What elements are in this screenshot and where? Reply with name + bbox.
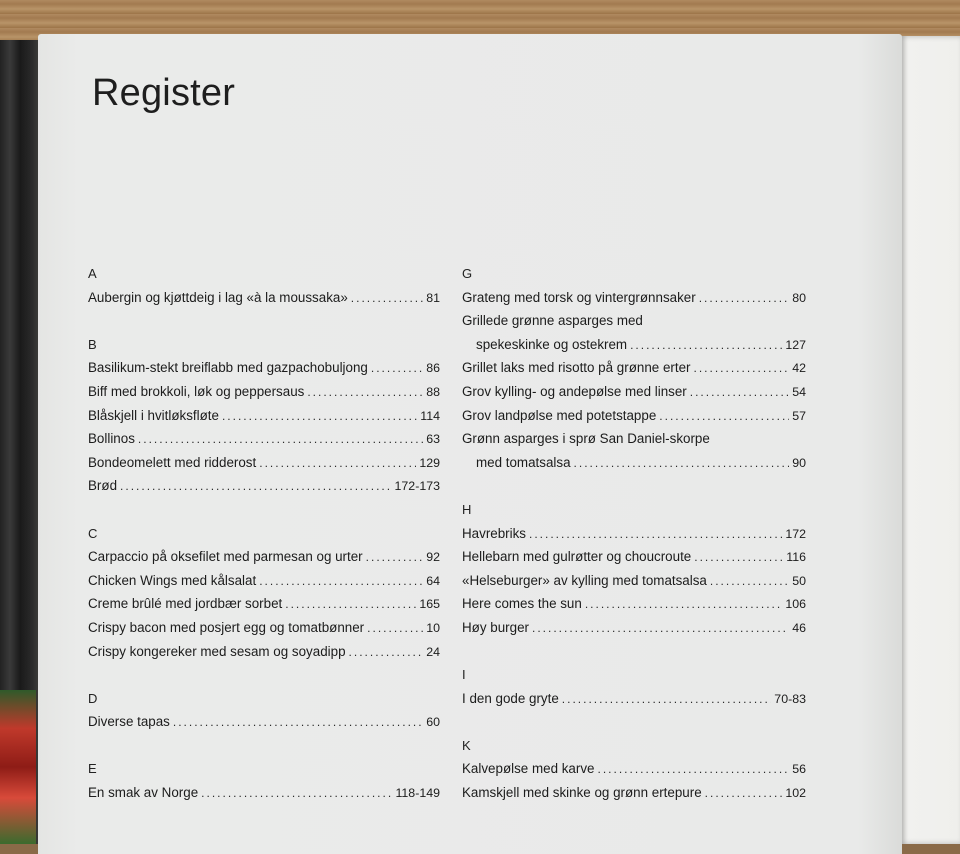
index-entry (462, 451, 806, 475)
index-entry (88, 380, 440, 404)
facing-page (900, 36, 960, 844)
entry-name: Crispy bacon med posjert egg og tomatbønner (88, 619, 365, 635)
entry-name: Carpaccio på oksefilet med parmesan og urter (88, 549, 363, 565)
entry-name: Hellebarn med gulrøtter og choucroute (462, 549, 692, 565)
page-title: Register (92, 72, 236, 114)
page-number: 80 (792, 290, 806, 305)
index-entry (462, 356, 806, 380)
index-entry (462, 404, 806, 428)
page-number: 81 (426, 290, 440, 305)
page-number: 46 (792, 620, 806, 635)
entry-name: Høy burger (462, 619, 529, 635)
page-number: 90 (792, 455, 806, 470)
page-number: 70-83 (774, 691, 806, 706)
entry-name: Kamskjell med skinke og grønn ertepure (462, 785, 702, 801)
entry-name: Kalvepølse med karve (462, 761, 595, 777)
entry-name: Grillet laks med risotto på grønne erter (462, 360, 691, 376)
entry-name: Crispy kongereker med sesam og soyadipp (88, 643, 346, 659)
entry-name: Havrebriks (462, 525, 526, 541)
index-column-left (88, 262, 440, 805)
dot-leader (367, 617, 423, 641)
index-entry (462, 592, 806, 616)
dot-leader (371, 357, 423, 381)
page-number: 24 (426, 644, 440, 659)
index-entry (88, 616, 440, 640)
page-number: 63 (426, 432, 440, 447)
index-entry (462, 522, 806, 546)
section-spacer (88, 498, 440, 522)
index-entry (88, 569, 440, 593)
section-letter: B (88, 336, 97, 352)
section-letter: I (462, 667, 466, 683)
section-letter: A (88, 266, 97, 281)
entry-name: Grillede grønne asparges med (462, 313, 643, 329)
section-letter: E (88, 761, 97, 777)
index-entry (462, 545, 806, 569)
index-column-right (462, 262, 806, 805)
entry-name: Blåskjell i hvitløksfløte (88, 407, 219, 423)
cover-photo-edge (0, 690, 36, 844)
entry-name: En smak av Norge (88, 785, 199, 801)
page-number: 172-173 (394, 479, 440, 494)
index-entry (462, 569, 806, 593)
section-spacer (462, 474, 806, 498)
entry-name: «Helseburger» av kylling med tomatsalsa (462, 572, 707, 588)
dot-leader (201, 782, 392, 806)
index-entry (88, 404, 440, 428)
index-entry (88, 592, 440, 616)
dot-leader (532, 617, 789, 641)
index-entry (88, 545, 440, 569)
dot-leader (694, 546, 783, 570)
index-entry (462, 286, 806, 310)
entry-name: Grov kylling- og andepølse med linser (462, 383, 687, 399)
dot-leader (597, 758, 789, 782)
dot-leader (710, 570, 789, 594)
entry-name: Bollinos (88, 431, 135, 447)
index-entry (462, 333, 806, 357)
page-number: 42 (792, 361, 806, 376)
dot-leader (285, 593, 416, 617)
dot-leader (349, 641, 424, 665)
dot-leader (659, 405, 789, 429)
page-number: 60 (426, 715, 440, 730)
index-entry (462, 757, 806, 781)
entry-name: Aubergin og kjøttdeig i lag «à la moussaka» (88, 289, 348, 305)
page-number: 92 (426, 550, 440, 565)
dot-leader (630, 334, 782, 358)
page-number: 165 (419, 597, 440, 612)
index-entry (462, 687, 806, 711)
section-spacer (462, 710, 806, 734)
page-number: 114 (420, 408, 440, 423)
entry-name: Grov landpølse med potetstappe (462, 407, 657, 423)
page-number: 172 (785, 526, 806, 541)
dot-leader (366, 546, 424, 570)
dot-leader (562, 688, 772, 712)
page-number: 64 (426, 573, 440, 588)
dot-leader (120, 475, 391, 499)
entry-name: I den gode gryte (462, 690, 559, 706)
dot-leader (173, 711, 423, 735)
dot-leader (259, 570, 423, 594)
dot-leader (222, 405, 417, 429)
section-spacer (88, 663, 440, 687)
page-number: 54 (792, 384, 806, 399)
page-number: 10 (426, 620, 440, 635)
page-number: 106 (785, 597, 806, 612)
section-letter: K (462, 737, 471, 753)
page-number: 116 (786, 550, 806, 565)
index-entry (88, 640, 440, 664)
entry-name: Diverse tapas (88, 714, 170, 730)
index-entry (88, 451, 440, 475)
section-spacer (462, 640, 806, 664)
entry-name: spekeskinke og ostekrem (476, 336, 628, 352)
dot-leader (138, 428, 423, 452)
page-number: 129 (419, 455, 440, 470)
index-entry (88, 781, 440, 805)
dot-leader (529, 523, 782, 547)
index-entry (88, 356, 440, 380)
section-letter: D (88, 690, 98, 706)
page-number: 118-149 (395, 786, 440, 801)
entry-name: Creme brûlé med jordbær sorbet (88, 596, 283, 612)
page-number: 88 (426, 384, 440, 399)
index-entry-line (462, 309, 806, 333)
dot-leader (307, 381, 423, 405)
dot-leader (259, 452, 416, 476)
dot-leader (351, 287, 423, 311)
entry-name: Grateng med torsk og vintergrønnsaker (462, 289, 696, 305)
page-number: 50 (792, 573, 806, 588)
entry-name: Brød (88, 478, 118, 494)
section-letter: H (462, 501, 472, 517)
entry-name: Basilikum-stekt breiflabb med gazpachobuljong (88, 360, 368, 376)
entry-name: Here comes the sun (462, 596, 582, 612)
page-number: 86 (426, 361, 440, 376)
entry-name: Bondeomelett med ridderost (88, 454, 257, 470)
index-entry-line (462, 427, 806, 451)
entry-name: Chicken Wings med kålsalat (88, 572, 257, 588)
section-spacer (88, 734, 440, 758)
entry-name: Grønn asparges i sprø San Daniel-skorpe (462, 431, 710, 447)
index-entry (462, 380, 806, 404)
page-number: 56 (792, 762, 806, 777)
index-entry (88, 427, 440, 451)
dot-leader (585, 593, 782, 617)
index-entry (88, 710, 440, 734)
page-number: 57 (792, 408, 806, 423)
index-entry (88, 286, 440, 310)
entry-name: Biff med brokkoli, løk og peppersaus (88, 383, 305, 399)
dot-leader (699, 287, 790, 311)
index-entry (462, 616, 806, 640)
entry-name: med tomatsalsa (476, 454, 571, 470)
section-letter: G (462, 266, 473, 281)
dot-leader (705, 782, 783, 806)
page-number: 102 (785, 786, 806, 801)
dot-leader (690, 381, 789, 405)
section-letter: C (88, 525, 98, 541)
section-spacer (88, 309, 440, 333)
dot-leader (574, 452, 790, 476)
page-number: 127 (785, 337, 806, 352)
dot-leader (693, 357, 789, 381)
index-entry (88, 474, 440, 498)
index-entry (462, 781, 806, 805)
